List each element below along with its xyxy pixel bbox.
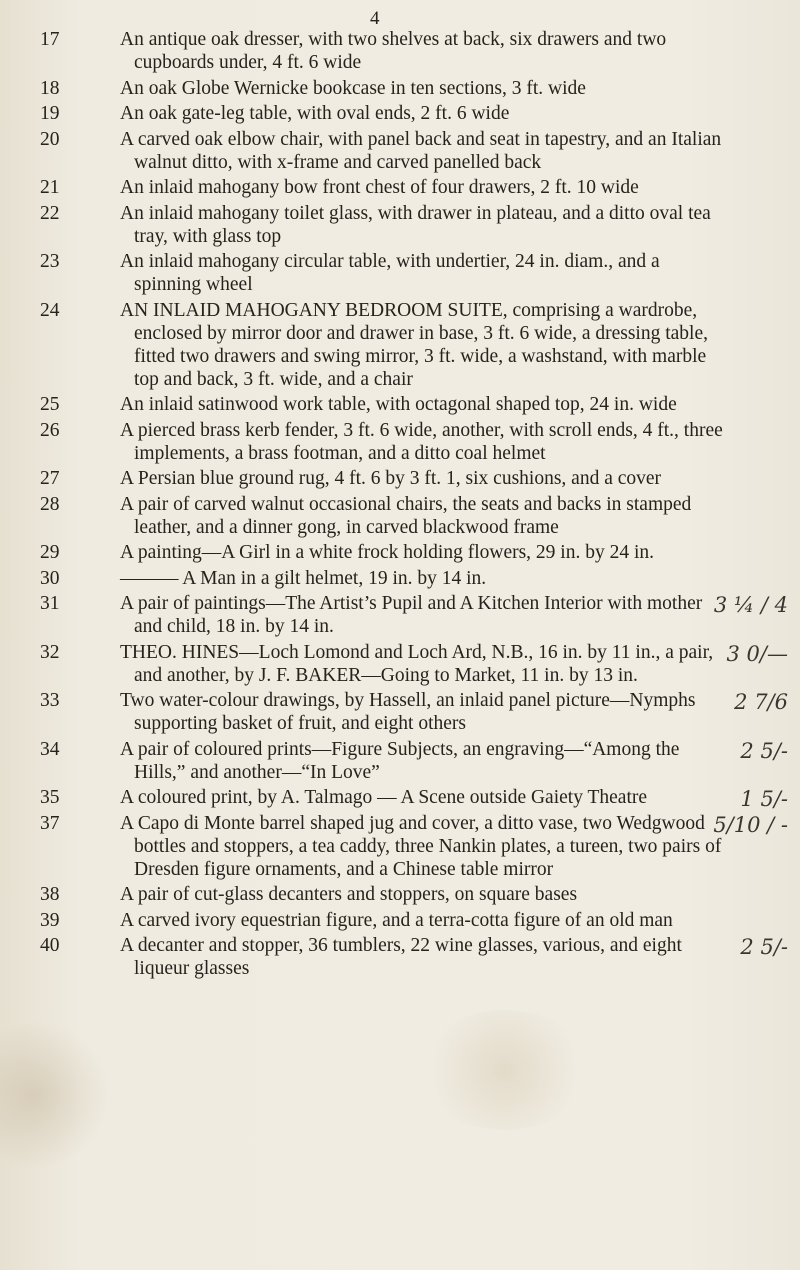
lot-number: 18 <box>40 77 60 99</box>
lot-number: 20 <box>40 128 60 150</box>
lot-number: 30 <box>40 567 60 589</box>
lot-description: An inlaid mahogany toilet glass, with drawer in plateau, and a ditto oval tea tray, with glass top <box>120 202 711 247</box>
lot-description: A painting—A Girl in a white frock holding flowers, 29 in. by 24 in. <box>120 542 655 563</box>
handwritten-price: 2 5/- <box>740 935 788 959</box>
lot-number: 37 <box>40 812 60 834</box>
lot-description: An oak gate-leg table, with oval ends, 2 ft. 6 wide <box>120 103 510 124</box>
lot-number: 34 <box>40 738 60 760</box>
lot-description: An oak Globe Wernicke bookcase in ten sections, 3 ft. wide <box>120 77 586 99</box>
lot-number: 40 <box>40 935 60 956</box>
lot-entry <box>0 786 800 809</box>
lot-number: 32 <box>40 641 60 663</box>
lot-number: 25 <box>40 394 60 415</box>
lot-description: A carved oak elbow chair, with panel back and seat in tapestry, and an Italian walnut ditto, with x-frame and carved panelled back <box>120 128 722 173</box>
lot-number: 29 <box>40 542 60 563</box>
lot-number: 33 <box>40 690 60 711</box>
lot-number: 24 <box>40 299 60 321</box>
lot-number: 35 <box>40 787 60 808</box>
lot-entry <box>0 176 800 199</box>
lot-description: Two water-colour drawings, by Hassell, an inlaid panel picture—Nymphs supporting basket of fruit, and eight others <box>120 690 696 734</box>
lot-description: A carved ivory equestrian figure, and a terra-cotta figure of an old man <box>120 909 673 931</box>
lot-entry <box>0 592 800 638</box>
lot-entry <box>0 102 800 125</box>
lot-description: An antique oak dresser, with two shelves at back, six drawers and two cupboards under, 4 ft. 6 wide <box>120 29 667 73</box>
stain-left <box>0 1020 110 1170</box>
lot-entry <box>0 738 800 784</box>
lot-number: 19 <box>40 103 60 124</box>
lot-entry <box>0 641 800 687</box>
lot-description: A decanter and stopper, 36 tumblers, 22 wine glasses, various, and eight liqueur glasses <box>120 935 682 979</box>
lot-entry <box>0 909 800 932</box>
lot-entry <box>0 567 800 590</box>
lot-entry <box>0 934 800 980</box>
lot-description: AN INLAID MAHOGANY BEDROOM SUITE, comprising a wardrobe, enclosed by mirror door and drawer in base, 3 ft. 6 wide, a dressing table, fitted two drawers and swing mirror, 3 ft. wide, a washstand, with marble top and back, 3 ft. wide, and a chair <box>120 299 708 390</box>
lot-entry <box>0 419 800 465</box>
lot-description: A pair of coloured prints—Figure Subjects, an engraving—“Among the Hills,” and another—“In Love” <box>120 738 680 783</box>
lot-list <box>0 28 800 983</box>
lot-entry <box>0 299 800 391</box>
lot-entry <box>0 393 800 416</box>
lot-description: A pierced brass kerb fender, 3 ft. 6 wide, another, with scroll ends, 4 ft., three implements, a brass footman, and a ditto coal helmet <box>120 419 723 464</box>
lot-number: 17 <box>40 29 60 50</box>
lot-number: 28 <box>40 493 60 515</box>
lot-description: A pair of cut-glass decanters and stoppers, on square bases <box>120 884 578 905</box>
lot-entry <box>0 689 800 735</box>
handwritten-price: 5/10 / - <box>713 812 788 837</box>
lot-description: An inlaid satinwood work table, with octagonal shaped top, 24 in. wide <box>120 394 677 415</box>
lot-description: A coloured print, by A. Talmago — A Scene outside Gaiety Theatre <box>120 787 648 808</box>
lot-number: 21 <box>40 177 60 198</box>
lot-number: 26 <box>40 419 60 441</box>
lot-entry <box>0 541 800 564</box>
lot-entry <box>0 77 800 100</box>
lot-number: 38 <box>40 884 60 905</box>
handwritten-price: 3 0/— <box>726 641 788 666</box>
lot-description: An inlaid mahogany circular table, with undertier, 24 in. diam., and a spinning wheel <box>120 251 660 295</box>
lot-entry <box>0 883 800 906</box>
lot-entry <box>0 493 800 539</box>
page-number: 4 <box>370 8 381 29</box>
lot-entry <box>0 250 800 296</box>
lot-entry <box>0 812 800 881</box>
lot-description: A Persian blue ground rug, 4 ft. 6 by 3 ft. 1, six cushions, and a cover <box>120 468 662 489</box>
lot-description: A Capo di Monte barrel shaped jug and cover, a ditto vase, two Wedgwood bottles and stoppers, a tea caddy, three Nankin plates, a tureen, two pairs of Dresden figure ornaments, and a Chinese table mirror <box>120 812 722 880</box>
handwritten-price: 2 7/6 <box>734 690 788 714</box>
lot-number: 23 <box>40 251 60 272</box>
handwritten-price: 1 5/- <box>740 787 788 811</box>
lot-description: ——— A Man in a gilt helmet, 19 in. by 14 in. <box>120 567 487 589</box>
lot-number: 22 <box>40 202 60 224</box>
lot-entry <box>0 128 800 174</box>
lot-entry <box>0 202 800 248</box>
lot-description: A pair of paintings—The Artist’s Pupil and A Kitchen Interior with mother and child, 18 in. by 14 in. <box>120 593 703 637</box>
lot-description: THEO. HINES—Loch Lomond and Loch Ard, N.B., 16 in. by 11 in., a pair, and another, by J. F. BAKER—Going to Market, 11 in. by 13 in. <box>120 641 714 686</box>
lot-description: An inlaid mahogany bow front chest of four drawers, 2 ft. 10 wide <box>120 177 639 198</box>
lot-entry <box>0 28 800 74</box>
lot-description: A pair of carved walnut occasional chairs, the seats and backs in stamped leather, and a dinner gong, in carved blackwood frame <box>120 493 692 538</box>
lot-number: 27 <box>40 468 60 489</box>
handwritten-price: 2 5/- <box>740 738 788 763</box>
lot-entry <box>0 467 800 490</box>
stain-center <box>420 1010 590 1130</box>
lot-number: 39 <box>40 909 60 931</box>
handwritten-price: 3 ¼ / 4 <box>713 593 788 617</box>
lot-number: 31 <box>40 593 60 614</box>
